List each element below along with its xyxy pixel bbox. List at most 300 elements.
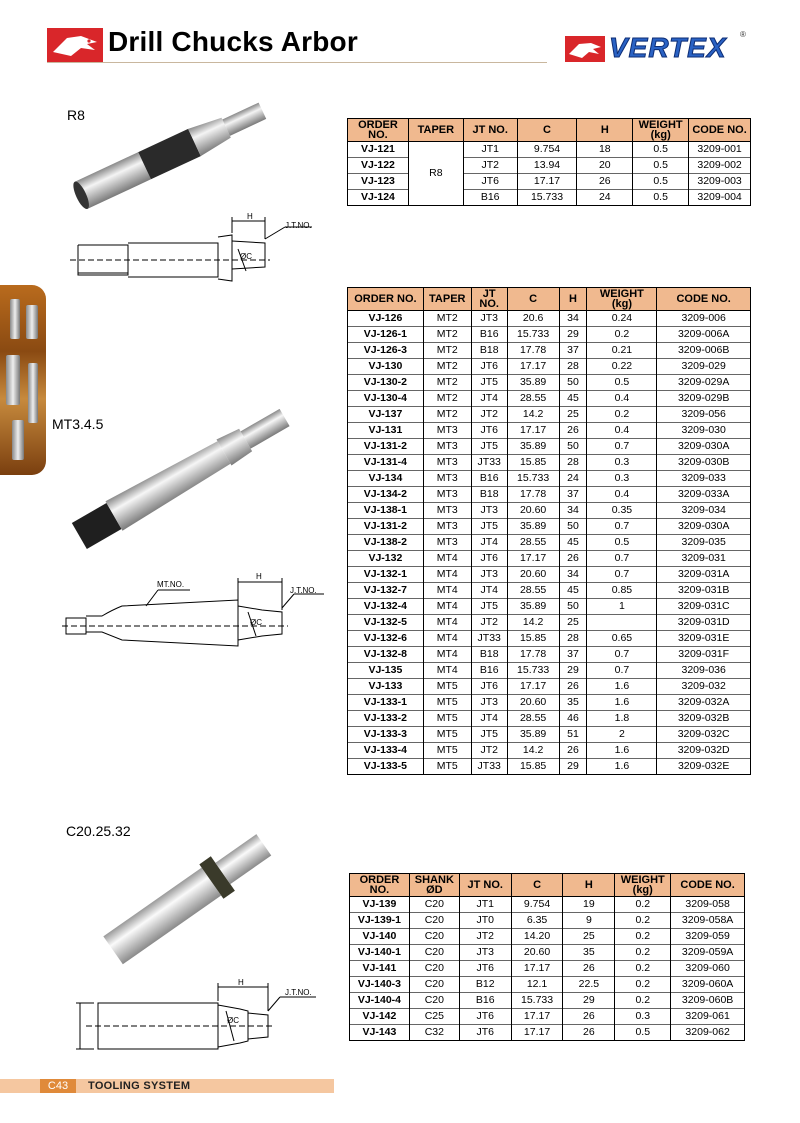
c-cell: 28.55 bbox=[507, 391, 559, 407]
order-no-cell: VJ-140-1 bbox=[350, 945, 410, 961]
mt-c-label: ØC bbox=[250, 618, 262, 627]
weight-cell: 1.8 bbox=[587, 711, 657, 727]
table-row bbox=[348, 343, 751, 359]
h-cell: 25 bbox=[559, 407, 587, 423]
code-cell: 3209-060B bbox=[671, 993, 745, 1009]
h-cell: 19 bbox=[563, 897, 615, 913]
code-cell: 3209-006B bbox=[657, 343, 751, 359]
weight-cell: 0.4 bbox=[587, 487, 657, 503]
taper-cell: MT5 bbox=[423, 695, 471, 711]
section-label-c: C20.25.32 bbox=[66, 823, 131, 839]
table-row bbox=[348, 759, 751, 775]
table-row bbox=[348, 679, 751, 695]
c-diagram bbox=[72, 975, 322, 1055]
table-row bbox=[350, 913, 745, 929]
code-cell: 3209-056 bbox=[657, 407, 751, 423]
h-cell: 26 bbox=[563, 1009, 615, 1025]
weight-cell: 0.2 bbox=[615, 993, 671, 1009]
jt-cell: JT33 bbox=[471, 455, 507, 471]
h-cell: 45 bbox=[559, 535, 587, 551]
taper-cell: MT3 bbox=[423, 503, 471, 519]
r8-jt-label: J.T.NO. bbox=[285, 221, 312, 230]
column-header: WEIGHT (kg) bbox=[587, 288, 657, 311]
taper-cell: MT2 bbox=[423, 311, 471, 327]
weight-cell: 0.2 bbox=[615, 929, 671, 945]
code-cell: 3209-031 bbox=[657, 551, 751, 567]
jt-cell: JT5 bbox=[471, 439, 507, 455]
taper-cell: C20 bbox=[409, 993, 459, 1009]
c-cell: 17.78 bbox=[507, 647, 559, 663]
c-cell: 17.17 bbox=[511, 961, 563, 977]
code-cell: 3209-031F bbox=[657, 647, 751, 663]
c-h-label: H bbox=[238, 978, 244, 987]
h-cell: 51 bbox=[559, 727, 587, 743]
column-header: WEIGHT (kg) bbox=[615, 874, 671, 897]
page-number: C43 bbox=[40, 1079, 76, 1093]
h-cell: 34 bbox=[559, 567, 587, 583]
h-cell: 22.5 bbox=[563, 977, 615, 993]
r8-c-label: ØC bbox=[240, 252, 252, 261]
table-row bbox=[348, 631, 751, 647]
taper-cell: C20 bbox=[409, 961, 459, 977]
code-cell: 3209-032B bbox=[657, 711, 751, 727]
order-no-cell: VJ-130-4 bbox=[348, 391, 424, 407]
taper-cell: MT5 bbox=[423, 679, 471, 695]
table-row bbox=[348, 487, 751, 503]
taper-cell: MT2 bbox=[423, 407, 471, 423]
weight-cell: 1.6 bbox=[587, 695, 657, 711]
weight-cell: 0.3 bbox=[587, 455, 657, 471]
h-cell: 26 bbox=[559, 423, 587, 439]
table-row bbox=[348, 727, 751, 743]
column-header: JT NO. bbox=[459, 874, 511, 897]
mt-jt-label: J.T.NO. bbox=[290, 586, 317, 595]
weight-cell: 0.5 bbox=[633, 190, 689, 206]
order-no-cell: VJ-131-2 bbox=[348, 439, 424, 455]
weight-cell: 0.24 bbox=[587, 311, 657, 327]
order-no-cell: VJ-126-1 bbox=[348, 327, 424, 343]
jt-cell: JT4 bbox=[471, 535, 507, 551]
taper-cell: MT5 bbox=[423, 743, 471, 759]
code-cell: 3209-059A bbox=[671, 945, 745, 961]
c-cell: 15.733 bbox=[507, 327, 559, 343]
order-no-cell: VJ-134 bbox=[348, 471, 424, 487]
code-cell: 3209-002 bbox=[689, 158, 751, 174]
order-no-cell: VJ-143 bbox=[350, 1025, 410, 1041]
table-row bbox=[348, 567, 751, 583]
h-cell: 35 bbox=[559, 695, 587, 711]
weight-cell: 0.35 bbox=[587, 503, 657, 519]
weight-cell: 0.5 bbox=[587, 535, 657, 551]
weight-cell: 2 bbox=[587, 727, 657, 743]
table-row bbox=[348, 503, 751, 519]
c-cell: 15.85 bbox=[507, 455, 559, 471]
weight-cell: 0.7 bbox=[587, 567, 657, 583]
code-cell: 3209-058 bbox=[671, 897, 745, 913]
weight-cell: 0.5 bbox=[615, 1025, 671, 1041]
order-no-cell: VJ-138-2 bbox=[348, 535, 424, 551]
h-cell: 50 bbox=[559, 519, 587, 535]
c-cell: 28.55 bbox=[507, 535, 559, 551]
jt-cell: B12 bbox=[459, 977, 511, 993]
order-no-cell: VJ-131-2 bbox=[348, 519, 424, 535]
table-row bbox=[348, 647, 751, 663]
weight-cell: 0.2 bbox=[615, 913, 671, 929]
jt-cell: JT5 bbox=[471, 599, 507, 615]
mt-diagram bbox=[62, 570, 332, 650]
h-cell: 37 bbox=[559, 647, 587, 663]
jt-cell: JT1 bbox=[463, 142, 517, 158]
table-row bbox=[348, 359, 751, 375]
jt-cell: JT5 bbox=[471, 727, 507, 743]
weight-cell: 0.2 bbox=[615, 897, 671, 913]
jt-cell: JT2 bbox=[463, 158, 517, 174]
column-header: C bbox=[507, 288, 559, 311]
jt-cell: JT3 bbox=[471, 503, 507, 519]
order-no-cell: VJ-132-8 bbox=[348, 647, 424, 663]
jt-cell: B18 bbox=[471, 647, 507, 663]
taper-cell: MT3 bbox=[423, 535, 471, 551]
taper-cell: MT2 bbox=[423, 327, 471, 343]
h-cell: 9 bbox=[563, 913, 615, 929]
taper-cell: MT4 bbox=[423, 583, 471, 599]
code-cell: 3209-060A bbox=[671, 977, 745, 993]
section-label-mt: MT3.4.5 bbox=[52, 416, 104, 432]
c-cell: 28.55 bbox=[507, 711, 559, 727]
h-cell: 50 bbox=[559, 375, 587, 391]
order-no-cell: VJ-132-7 bbox=[348, 583, 424, 599]
table-row bbox=[348, 471, 751, 487]
c-cell: 14.2 bbox=[507, 743, 559, 759]
c-cell: 13.94 bbox=[517, 158, 577, 174]
table-row bbox=[348, 743, 751, 759]
code-cell: 3209-031E bbox=[657, 631, 751, 647]
table-row bbox=[348, 142, 751, 158]
c-cell: 6.35 bbox=[511, 913, 563, 929]
h-cell: 29 bbox=[559, 663, 587, 679]
h-cell: 26 bbox=[559, 743, 587, 759]
h-cell: 37 bbox=[559, 487, 587, 503]
code-cell: 3209-030A bbox=[657, 439, 751, 455]
weight-cell: 0.2 bbox=[587, 327, 657, 343]
table-row bbox=[350, 993, 745, 1009]
column-header: CODE NO. bbox=[689, 119, 751, 142]
jt-cell: JT4 bbox=[471, 391, 507, 407]
jt-cell: JT2 bbox=[471, 743, 507, 759]
order-no-cell: VJ-134-2 bbox=[348, 487, 424, 503]
taper-cell: MT2 bbox=[423, 375, 471, 391]
weight-cell: 0.65 bbox=[587, 631, 657, 647]
mt-no-label: MT.NO. bbox=[157, 580, 185, 589]
c-cell: 17.17 bbox=[507, 359, 559, 375]
h-cell: 35 bbox=[563, 945, 615, 961]
order-no-cell: VJ-123 bbox=[348, 174, 409, 190]
taper-cell: MT3 bbox=[423, 471, 471, 487]
jt-cell: JT3 bbox=[459, 945, 511, 961]
c-cell: 17.17 bbox=[507, 423, 559, 439]
c-cell: 28.55 bbox=[507, 583, 559, 599]
h-cell: 25 bbox=[563, 929, 615, 945]
table-row bbox=[350, 897, 745, 913]
brand-emblem bbox=[565, 36, 605, 62]
column-header: ORDER NO. bbox=[348, 119, 409, 142]
table-header-row bbox=[348, 288, 751, 311]
code-cell: 3209-032A bbox=[657, 695, 751, 711]
weight-cell: 0.21 bbox=[587, 343, 657, 359]
code-cell: 3209-030A bbox=[657, 519, 751, 535]
weight-cell bbox=[587, 615, 657, 631]
mt-table-body bbox=[348, 311, 751, 775]
jt-cell: JT6 bbox=[471, 551, 507, 567]
taper-cell: MT3 bbox=[423, 455, 471, 471]
taper-cell: MT4 bbox=[423, 663, 471, 679]
h-cell: 34 bbox=[559, 311, 587, 327]
taper-cell: MT4 bbox=[423, 647, 471, 663]
order-no-cell: VJ-121 bbox=[348, 142, 409, 158]
table-row bbox=[348, 423, 751, 439]
weight-cell: 0.85 bbox=[587, 583, 657, 599]
h-cell: 26 bbox=[563, 961, 615, 977]
c-cell: 17.17 bbox=[511, 1025, 563, 1041]
table-row bbox=[348, 695, 751, 711]
order-no-cell: VJ-130-2 bbox=[348, 375, 424, 391]
taper-cell: MT4 bbox=[423, 631, 471, 647]
jt-cell: B18 bbox=[471, 487, 507, 503]
weight-cell: 0.2 bbox=[615, 961, 671, 977]
column-header: ORDER NO. bbox=[350, 874, 410, 897]
code-cell: 3209-029A bbox=[657, 375, 751, 391]
order-no-cell: VJ-140-3 bbox=[350, 977, 410, 993]
column-header: JT NO. bbox=[463, 119, 517, 142]
jt-cell: B16 bbox=[463, 190, 517, 206]
table-row bbox=[348, 615, 751, 631]
table-row bbox=[348, 439, 751, 455]
order-no-cell: VJ-130 bbox=[348, 359, 424, 375]
code-cell: 3209-034 bbox=[657, 503, 751, 519]
taper-cell: MT5 bbox=[423, 727, 471, 743]
registered-mark: ® bbox=[740, 30, 746, 39]
order-no-cell: VJ-140-4 bbox=[350, 993, 410, 1009]
table-row bbox=[348, 158, 751, 174]
weight-cell: 0.2 bbox=[615, 945, 671, 961]
h-cell: 29 bbox=[563, 993, 615, 1009]
mt-h-label: H bbox=[256, 572, 262, 581]
weight-cell: 0.7 bbox=[587, 663, 657, 679]
table-row bbox=[348, 190, 751, 206]
column-header: C bbox=[511, 874, 563, 897]
h-cell: 18 bbox=[577, 142, 633, 158]
c-c-label: ØC bbox=[227, 1016, 239, 1025]
order-no-cell: VJ-133-3 bbox=[348, 727, 424, 743]
taper-cell: C25 bbox=[409, 1009, 459, 1025]
c-cell: 15.85 bbox=[507, 759, 559, 775]
table-header-row bbox=[350, 874, 745, 897]
h-cell: 26 bbox=[563, 1025, 615, 1041]
h-cell: 24 bbox=[559, 471, 587, 487]
c-cell: 15.85 bbox=[507, 631, 559, 647]
code-cell: 3209-035 bbox=[657, 535, 751, 551]
c-cell: 20.60 bbox=[507, 695, 559, 711]
table-row bbox=[348, 174, 751, 190]
weight-cell: 0.2 bbox=[587, 407, 657, 423]
weight-cell: 0.2 bbox=[615, 977, 671, 993]
c-cell: 17.17 bbox=[511, 1009, 563, 1025]
table-row bbox=[350, 945, 745, 961]
order-no-cell: VJ-126-3 bbox=[348, 343, 424, 359]
eagle-logo-icon bbox=[47, 28, 103, 62]
weight-cell: 1 bbox=[587, 599, 657, 615]
jt-cell: JT6 bbox=[471, 359, 507, 375]
table-row bbox=[348, 535, 751, 551]
order-no-cell: VJ-141 bbox=[350, 961, 410, 977]
r8-diagram bbox=[70, 205, 320, 285]
order-no-cell: VJ-131 bbox=[348, 423, 424, 439]
table-row bbox=[350, 929, 745, 945]
table-row bbox=[348, 599, 751, 615]
table-row bbox=[348, 583, 751, 599]
code-cell: 3209-006A bbox=[657, 327, 751, 343]
taper-cell: MT4 bbox=[423, 615, 471, 631]
code-cell: 3209-032E bbox=[657, 759, 751, 775]
r8-spec-table bbox=[347, 118, 751, 206]
jt-cell: JT4 bbox=[471, 583, 507, 599]
taper-cell: C20 bbox=[409, 913, 459, 929]
table-row bbox=[348, 663, 751, 679]
jt-cell: B16 bbox=[471, 663, 507, 679]
column-header: TAPER bbox=[408, 119, 463, 142]
table-row bbox=[348, 327, 751, 343]
weight-cell: 0.5 bbox=[633, 142, 689, 158]
code-cell: 3209-003 bbox=[689, 174, 751, 190]
column-header: H bbox=[559, 288, 587, 311]
code-cell: 3209-060 bbox=[671, 961, 745, 977]
jt-cell: JT6 bbox=[471, 423, 507, 439]
weight-cell: 0.3 bbox=[615, 1009, 671, 1025]
code-cell: 3209-062 bbox=[671, 1025, 745, 1041]
title-divider bbox=[47, 62, 547, 63]
weight-cell: 0.7 bbox=[587, 519, 657, 535]
order-no-cell: VJ-142 bbox=[350, 1009, 410, 1025]
taper-cell: MT4 bbox=[423, 567, 471, 583]
code-cell: 3209-031A bbox=[657, 567, 751, 583]
footer-section-title: TOOLING SYSTEM bbox=[88, 1080, 191, 1092]
table-row bbox=[348, 519, 751, 535]
jt-cell: JT5 bbox=[471, 519, 507, 535]
order-no-cell: VJ-139 bbox=[350, 897, 410, 913]
order-no-cell: VJ-131-4 bbox=[348, 455, 424, 471]
order-no-cell: VJ-133-4 bbox=[348, 743, 424, 759]
order-no-cell: VJ-135 bbox=[348, 663, 424, 679]
code-cell: 3209-031C bbox=[657, 599, 751, 615]
code-cell: 3209-006 bbox=[657, 311, 751, 327]
h-cell: 29 bbox=[559, 759, 587, 775]
jt-cell: JT3 bbox=[471, 311, 507, 327]
code-cell: 3209-030B bbox=[657, 455, 751, 471]
weight-cell: 0.4 bbox=[587, 423, 657, 439]
order-no-cell: VJ-124 bbox=[348, 190, 409, 206]
taper-cell: MT5 bbox=[423, 759, 471, 775]
c-cell: 35.89 bbox=[507, 375, 559, 391]
code-cell: 3209-031B bbox=[657, 583, 751, 599]
taper-cell: C20 bbox=[409, 945, 459, 961]
c-cell: 15.733 bbox=[507, 663, 559, 679]
jt-cell: JT5 bbox=[471, 375, 507, 391]
weight-cell: 0.4 bbox=[587, 391, 657, 407]
c-cell: 35.89 bbox=[507, 439, 559, 455]
jt-cell: JT33 bbox=[471, 631, 507, 647]
weight-cell: 1.6 bbox=[587, 743, 657, 759]
h-cell: 25 bbox=[559, 615, 587, 631]
code-cell: 3209-033A bbox=[657, 487, 751, 503]
weight-cell: 0.5 bbox=[587, 375, 657, 391]
table-row bbox=[348, 391, 751, 407]
order-no-cell: VJ-122 bbox=[348, 158, 409, 174]
h-cell: 45 bbox=[559, 583, 587, 599]
h-cell: 50 bbox=[559, 599, 587, 615]
jt-cell: JT6 bbox=[459, 1009, 511, 1025]
table-row bbox=[348, 375, 751, 391]
c-cell: 20.60 bbox=[507, 503, 559, 519]
h-cell: 46 bbox=[559, 711, 587, 727]
c-cell: 17.17 bbox=[517, 174, 577, 190]
taper-cell: R8 bbox=[408, 142, 463, 206]
column-header: CODE NO. bbox=[671, 874, 745, 897]
brand-wordmark: VERTEX bbox=[609, 32, 727, 63]
code-cell: 3209-004 bbox=[689, 190, 751, 206]
h-cell: 45 bbox=[559, 391, 587, 407]
c-cell: 17.78 bbox=[507, 487, 559, 503]
jt-cell: JT2 bbox=[471, 407, 507, 423]
c-cell: 17.17 bbox=[507, 551, 559, 567]
order-no-cell: VJ-139-1 bbox=[350, 913, 410, 929]
taper-cell: MT3 bbox=[423, 423, 471, 439]
jt-cell: JT2 bbox=[459, 929, 511, 945]
jt-cell: JT6 bbox=[459, 961, 511, 977]
jt-cell: JT33 bbox=[471, 759, 507, 775]
h-cell: 20 bbox=[577, 158, 633, 174]
order-no-cell: VJ-133-1 bbox=[348, 695, 424, 711]
jt-cell: B16 bbox=[459, 993, 511, 1009]
c-cell: 12.1 bbox=[511, 977, 563, 993]
table-row bbox=[350, 1009, 745, 1025]
weight-cell: 0.3 bbox=[587, 471, 657, 487]
order-no-cell: VJ-133 bbox=[348, 679, 424, 695]
jt-cell: B16 bbox=[471, 471, 507, 487]
h-cell: 34 bbox=[559, 503, 587, 519]
code-cell: 3209-033 bbox=[657, 471, 751, 487]
taper-cell: C20 bbox=[409, 897, 459, 913]
c-cell: 35.89 bbox=[507, 519, 559, 535]
jt-cell: JT6 bbox=[463, 174, 517, 190]
column-header: CODE NO. bbox=[657, 288, 751, 311]
column-header: H bbox=[577, 119, 633, 142]
h-cell: 28 bbox=[559, 359, 587, 375]
c-cell: 17.17 bbox=[507, 679, 559, 695]
c-cell: 9.754 bbox=[517, 142, 577, 158]
c-cell: 20.60 bbox=[511, 945, 563, 961]
code-cell: 3209-029 bbox=[657, 359, 751, 375]
c-cell: 35.89 bbox=[507, 727, 559, 743]
jt-cell: JT1 bbox=[459, 897, 511, 913]
order-no-cell: VJ-132-5 bbox=[348, 615, 424, 631]
jt-cell: JT0 bbox=[459, 913, 511, 929]
c-cell: 14.20 bbox=[511, 929, 563, 945]
c-spec-table bbox=[349, 873, 745, 1041]
code-cell: 3209-058A bbox=[671, 913, 745, 929]
table-row bbox=[348, 311, 751, 327]
c-cell: 14.2 bbox=[507, 407, 559, 423]
code-cell: 3209-059 bbox=[671, 929, 745, 945]
